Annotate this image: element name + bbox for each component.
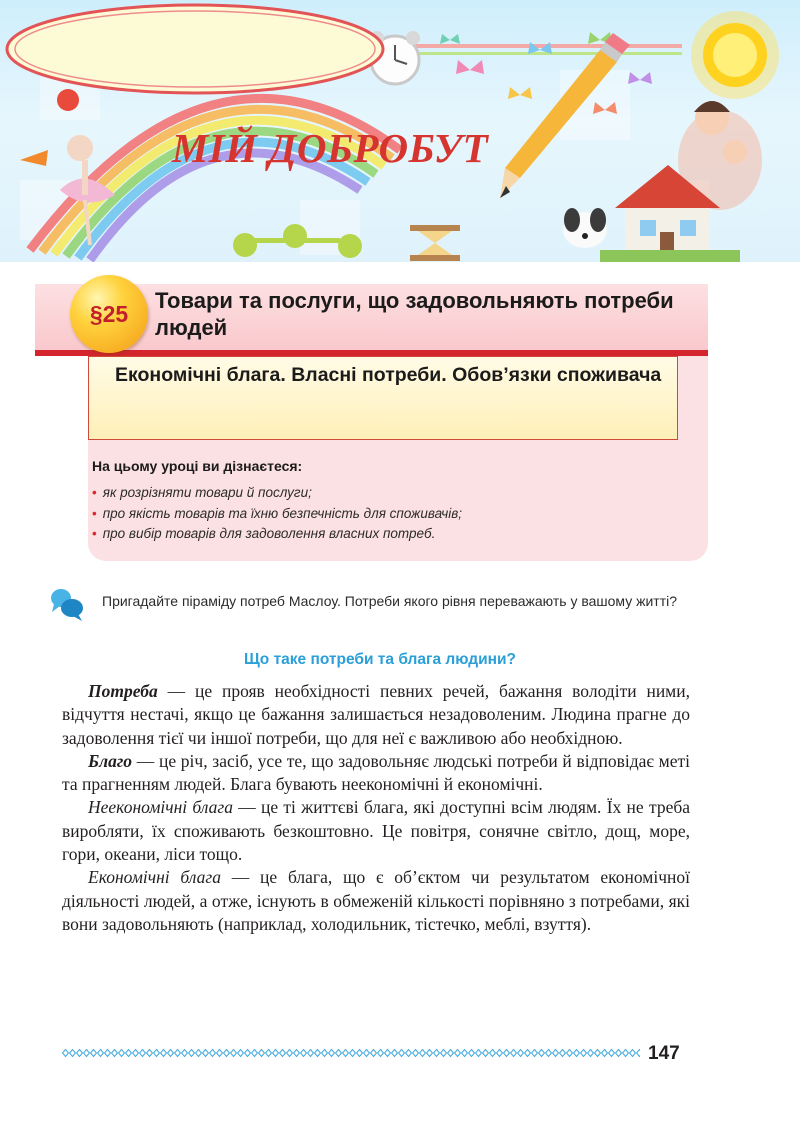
term: Благо <box>88 750 133 771</box>
bullet-icon: • <box>92 485 97 500</box>
header-banner <box>0 0 800 262</box>
dog-icon <box>563 208 607 248</box>
paragraph: Потреба — це прояв необхідності певних речей, бажання володіти ними, відчуття нестачі, якщо це бажання залишається незадоволеним. Людина прагне до задоволення тієї чи іншої потреби, що для неї є важливою або необхідною. <box>62 681 690 748</box>
term: Економічні блага <box>88 867 221 888</box>
bullet-icon: • <box>92 505 97 521</box>
title-oval <box>0 0 390 98</box>
objective-item: • про якість товарів та їхню безпечність для споживачів; <box>92 505 462 521</box>
paragraph: Неекономічні блага — це ті життєві блага, які доступні всім людям. Їх не треба виробляти, їх споживають безкоштовно. Це повітря, сонячне світло, дощ, море, гори, океани, ліси тощо. <box>62 797 691 865</box>
chapter-title: МІЙ ДОБРОБУТ <box>171 125 489 171</box>
sun-icon <box>691 11 779 99</box>
term: Потреба <box>88 681 158 701</box>
lesson-number-badge <box>70 275 148 353</box>
objective-item: • як розрізняти товари й послуги; <box>92 485 312 500</box>
lesson-number: §25 <box>89 300 129 327</box>
body-text <box>62 680 690 936</box>
objective-item: • про вибір товарів для задоволення власних потреб. <box>92 526 436 541</box>
term: Неекономічні блага <box>88 797 233 818</box>
paragraph: Благо — це річ, засіб, усе те, що задовольняє людські потреби й відповідає меті та прагненням людей. Блага бувають неекономічні й економічні. <box>62 750 690 795</box>
lesson-title: Товари та послуги, що задовольняють потреби людей <box>155 288 674 340</box>
bullet-icon: • <box>92 526 97 541</box>
paragraph: Економічні блага — це блага, що є об’єктом чи результатом економічної діяльності людей, а отже, існують в обмеженій кількості порівняно з потребами, які вони задовольняють (наприклад, холодильник, тістечко, меблі, взуття). <box>62 867 690 934</box>
carrot-icon <box>20 150 48 166</box>
section-heading: Що таке потреби та блага людини? <box>244 651 516 668</box>
chat-bubbles-icon <box>46 586 88 622</box>
recall-question: Пригадайте піраміду потреб Маслоу. Потреби якого рівня переважають у вашому житті? <box>102 593 678 609</box>
page-number: 147 <box>648 1043 680 1064</box>
objectives-list <box>92 483 462 545</box>
hourglass-icon <box>410 225 460 261</box>
footer-ornament <box>62 1047 640 1059</box>
objectives-heading: На цьому уроці ви дізнаєтеся: <box>92 458 303 474</box>
lesson-subtopic: Економічні блага. Власні потреби. Обов’язки споживача <box>115 364 662 386</box>
